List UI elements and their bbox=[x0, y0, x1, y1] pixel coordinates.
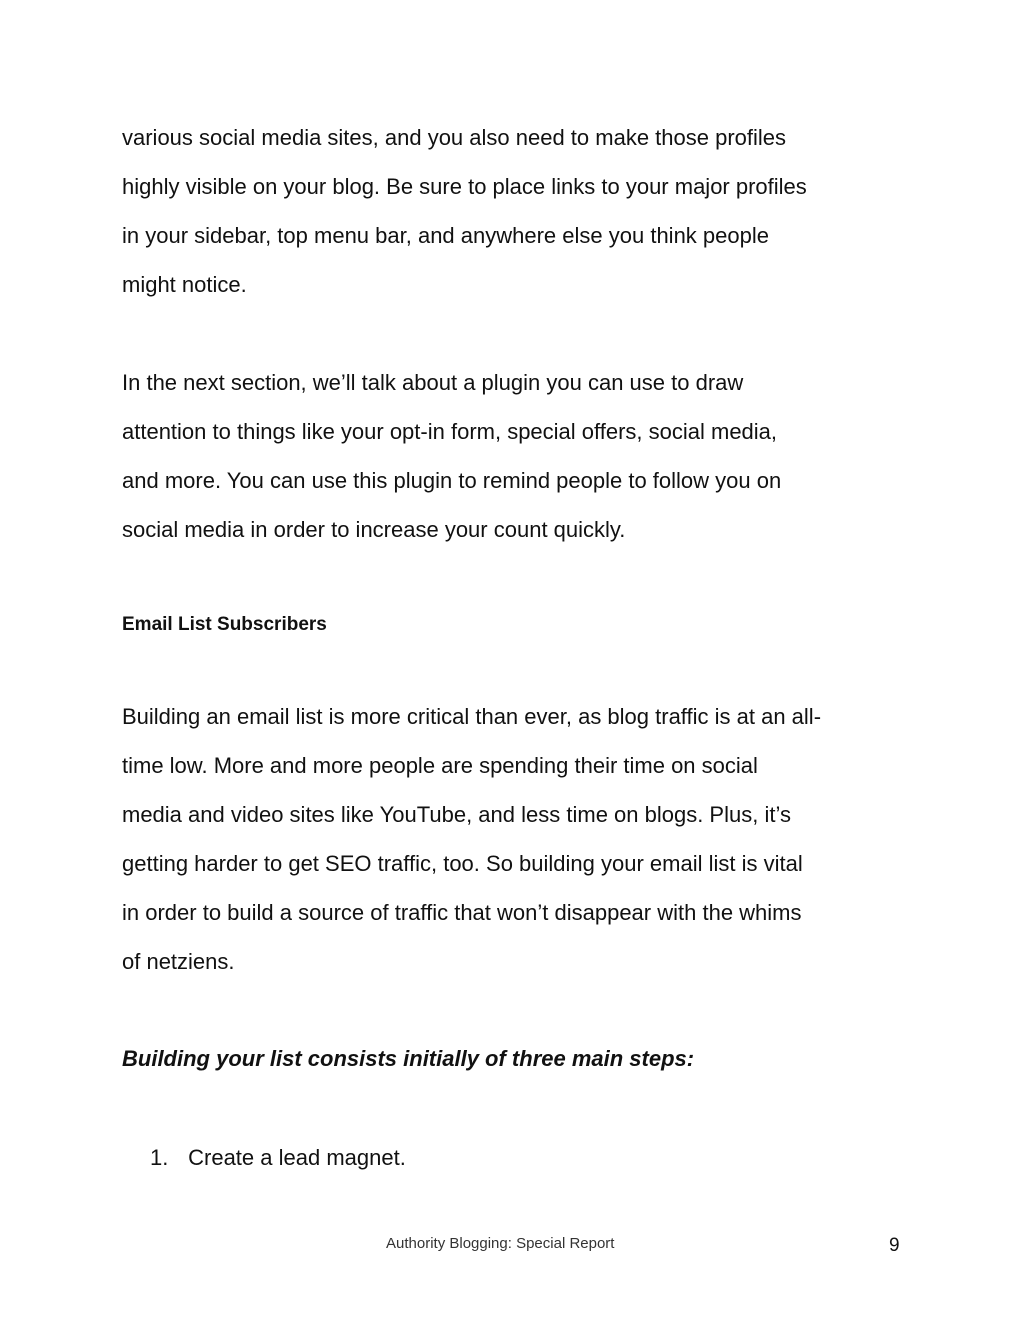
page-number: 9 bbox=[889, 1235, 900, 1256]
list-item bbox=[150, 1133, 406, 1182]
section-heading: Email List Subscribers bbox=[122, 614, 327, 635]
step-number: 1. bbox=[150, 1145, 169, 1170]
paragraph-line: various social media sites, and you also need to make those profiles bbox=[122, 125, 787, 150]
paragraph-line: getting harder to get SEO traffic, too. So building your email list is vital bbox=[122, 851, 803, 876]
paragraph-line: and more. You can use this plugin to remind people to follow you on bbox=[122, 468, 782, 493]
step-text: Create a lead magnet. bbox=[188, 1145, 406, 1170]
paragraph-line: attention to things like your opt-in form, special offers, social media, bbox=[122, 419, 778, 444]
paragraph-line: media and video sites like YouTube, and less time on blogs. Plus, it’s bbox=[122, 802, 791, 827]
paragraph-line: Building an email list is more critical than ever, as blog traffic is at an all- bbox=[122, 704, 822, 729]
paragraph-line: of netziens. bbox=[122, 949, 235, 974]
paragraph-next-section bbox=[122, 358, 922, 554]
paragraph-social-profiles bbox=[122, 113, 922, 309]
paragraph-line: in order to build a source of traffic that won’t disappear with the whims bbox=[122, 900, 802, 925]
paragraph-line: In the next section, we’ll talk about a plugin you can use to draw bbox=[122, 370, 744, 395]
steps-callout: Building your list consists initially of three main steps: bbox=[122, 1046, 695, 1071]
paragraph-line: time low. More and more people are spending their time on social bbox=[122, 753, 758, 778]
paragraph-line: highly visible on your blog. Be sure to place links to your major profiles bbox=[122, 174, 807, 199]
paragraph-line: in your sidebar, top menu bar, and anywhere else you think people bbox=[122, 223, 769, 248]
paragraph-line: might notice. bbox=[122, 272, 247, 297]
steps-list bbox=[150, 1133, 406, 1182]
paragraph-line: social media in order to increase your count quickly. bbox=[122, 517, 626, 542]
footer-title: Authority Blogging: Special Report bbox=[386, 1235, 615, 1252]
paragraph-email-list bbox=[122, 692, 922, 986]
